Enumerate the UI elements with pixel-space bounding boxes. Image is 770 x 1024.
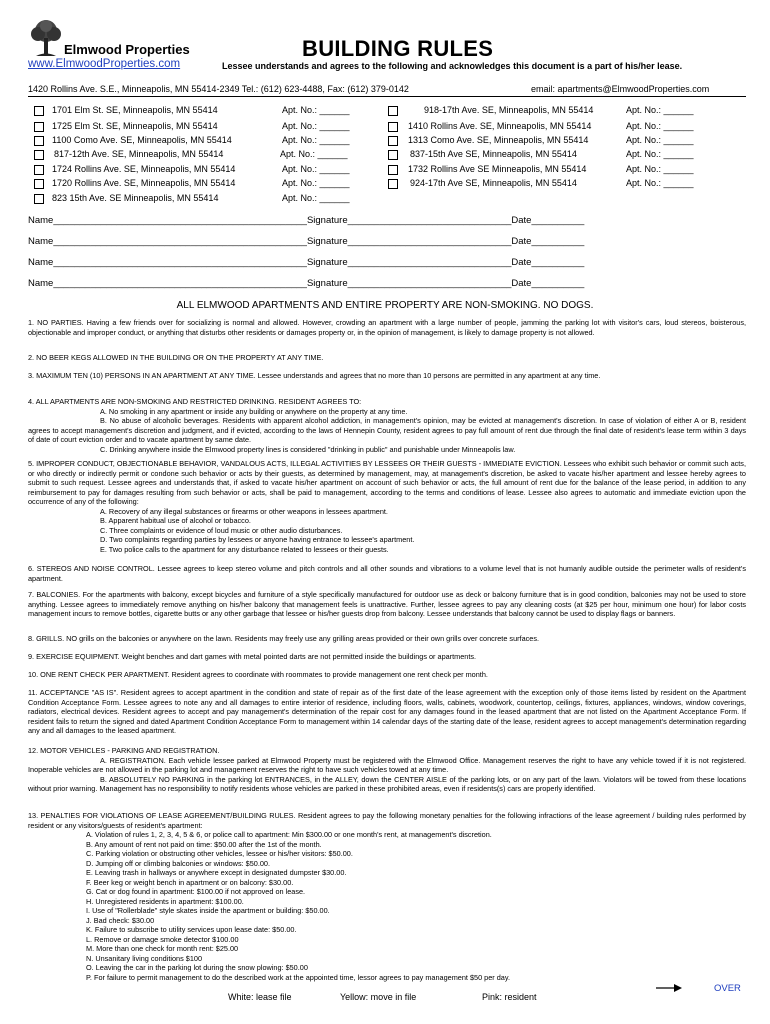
- penalty-list: [28, 830, 746, 982]
- rule-10: [28, 670, 746, 680]
- copy-distribution-white: White: lease file: [228, 992, 292, 1002]
- rule-subitem: B. ABSOLUTELY NO PARKING in the parking lot ENTRANCES, in the ALLEY, down the CENTER AISLE of the parking lots, or on any part of the lawn. Violators will be towed from these locations without prior warning. Management has no responsibility to notify residents whose vehicles are parked in these prohibited areas, even if residents(s) cars are properly identified.: [28, 774, 746, 793]
- penalty-item: O. Leaving the car in the parking lot during the snow plowing: $50.00: [86, 963, 308, 972]
- penalty-item: G. Cat or dog found in apartment: $100.00 if not approved on lease.: [86, 887, 306, 896]
- apt-number-field[interactable]: Apt. No.: ______: [282, 135, 350, 145]
- rule-5: [28, 459, 746, 554]
- rule-11: [28, 688, 746, 736]
- address-label: 1100 Como Ave. SE, Minneapolis, MN 55414: [52, 135, 232, 145]
- copy-distribution-yellow: Yellow: move in file: [340, 992, 417, 1002]
- office-email[interactable]: email: apartments@ElmwoodProperties.com: [531, 84, 710, 94]
- company-website-link[interactable]: www.ElmwoodProperties.com: [28, 58, 181, 70]
- rule-text: 6. STEREOS AND NOISE CONTROL. Lessee agrees to keep stereo volume and pitch controls and all other sounds and vibrations to a volume level that is not humanly audible outside the perimeter walls of resident's apartment.: [28, 564, 746, 583]
- penalty-item: P. For failure to permit management to do the described work at the appointed time, lessor agrees to pay management $50 per day.: [86, 972, 510, 982]
- apt-number-field[interactable]: Apt. No.: ______: [282, 121, 350, 131]
- checkbox-icon[interactable]: [388, 165, 398, 175]
- checkbox-icon[interactable]: [388, 150, 398, 160]
- address-label: 1410 Rollins Ave. SE, Minneapolis, MN 55414: [408, 121, 592, 131]
- rule-13: [28, 811, 746, 982]
- checkbox-icon[interactable]: [388, 179, 398, 189]
- rule-subitem: B. No abuse of alcoholic beverages. Residents with apparent alcohol addiction, in management's opinion, may be evicted at management's discretion. In case of violation of either A or B, resident agrees to accept management's discretion and judgment, and if evicted, according to the laws of Hennepin County, resident agrees to pay full amount of rent due through the final date of resident's lease term within 3 days of date of court eviction order and to vacate apartment by same date.: [28, 416, 746, 444]
- non-smoking-notice: ALL ELMWOOD APARTMENTS AND ENTIRE PROPERTY ARE NON-SMOKING. NO DOGS.: [176, 300, 594, 311]
- penalty-item: H. Unregistered residents in apartment: $100.00.: [86, 896, 244, 906]
- address-label: 918-17th Ave. SE, Minneapolis, MN 55414: [424, 105, 594, 115]
- rule-2: [28, 353, 746, 363]
- checkbox-icon[interactable]: [388, 136, 398, 146]
- apt-number-field[interactable]: Apt. No.: ______: [626, 178, 694, 188]
- rule-subitem: A. No smoking in any apartment or inside any building or anywhere on the property at any time.: [100, 406, 408, 416]
- address-label: 817-12th Ave. SE, Minneapolis, MN 55414: [54, 149, 224, 159]
- rule-text: 13. PENALTIES FOR VIOLATIONS OF LEASE AGREEMENT/BUILDING RULES. Resident agrees to pay the following monetary penalties for the following infractions of the lease agreement / building rules performed by resident or any visitors/guests of resident's apartment:: [28, 811, 746, 830]
- checkbox-icon[interactable]: [34, 165, 44, 175]
- apt-number-field[interactable]: Apt. No.: ______: [626, 149, 694, 159]
- rule-text: 8. GRILLS. NO grills on the balconies or anywhere on the lawn. Residents may freely use any grilling areas provided or their own grills over concrete surfaces.: [28, 634, 540, 643]
- penalty-item: K. Failure to subscribe to utility services upon lease date: $50.00.: [86, 925, 297, 934]
- office-address: 1420 Rollins Ave. S.E., Minneapolis, MN 55414-2349 Tel.: (612) 623-4488, Fax: (612) 379-0142: [28, 84, 409, 94]
- address-label: 823 15th Ave. SE Minneapolis, MN 55414: [52, 193, 219, 203]
- checkbox-icon[interactable]: [34, 106, 44, 116]
- checkbox-icon[interactable]: [34, 150, 44, 160]
- page-title: BUILDING RULES: [302, 36, 494, 61]
- apt-number-field[interactable]: Apt. No.: ______: [282, 178, 350, 188]
- checkbox-icon[interactable]: [34, 136, 44, 146]
- rule-subitem: D. Two complaints regarding parties by lessees or anyone having entrance to lessee's apartment.: [100, 535, 415, 544]
- rule-8: [28, 634, 746, 644]
- address-label: 924-17th Ave SE, Minneapolis, MN 55414: [410, 178, 577, 188]
- signature-line[interactable]: Name________________________________________________Signature_______________________________Date__________: [28, 215, 585, 226]
- rule-9: [28, 652, 746, 662]
- rule-4: [28, 397, 746, 454]
- rule-subitem: C. Three complaints or evidence of loud music or other audio disturbances.: [100, 525, 343, 535]
- checkbox-icon[interactable]: [34, 194, 44, 204]
- rule-text: 10. ONE RENT CHECK PER APARTMENT. Resident agrees to coordinate with roommates to provide management one rent check per month.: [28, 670, 488, 679]
- checkbox-icon[interactable]: [388, 122, 398, 132]
- rule-subitem: E. Two police calls to the apartment for any disturbance related to lessees or their guests.: [100, 544, 389, 554]
- address-label: 1725 Elm St. SE, Minneapolis, MN 55414: [52, 121, 218, 131]
- rule-subitem: C. Drinking anywhere inside the Elmwood property lines is considered "drinking in public" and punishable under Minneapolis law.: [100, 444, 516, 454]
- penalty-item: A. Violation of rules 1, 2, 3, 4, 5 & 6, or police call to apartment: Min $300.00 or one month's rent, at management's discretion.: [86, 830, 492, 839]
- penalty-item: I. Use of "Rollerblade" style skates inside the apartment or building: $50.00.: [86, 906, 330, 915]
- tree-logo-icon: [28, 18, 64, 58]
- penalty-item: M. More than one check for month rent: $25.00: [86, 944, 239, 953]
- rule-text: 3. MAXIMUM TEN (10) PERSONS IN AN APARTMENT AT ANY TIME. Lessee understands and agrees that no more than 10 persons are permitted in any apartment at any time.: [28, 371, 601, 380]
- arrow-right-icon: [656, 983, 682, 993]
- rule-text: 9. EXERCISE EQUIPMENT. Weight benches and dart games with metal pointed darts are not permitted inside the buildings or apartments.: [28, 652, 477, 661]
- penalty-item: F. Beer keg or weight bench in apartment or on balcony: $30.00.: [86, 877, 294, 887]
- rule-subitem: A. Recovery of any illegal substances or firearms or other weapons in lessees apartment.: [100, 506, 388, 516]
- signature-line[interactable]: Name________________________________________________Signature_______________________________Date__________: [28, 278, 585, 289]
- apt-number-field[interactable]: Apt. No.: ______: [626, 135, 694, 145]
- rule-6: [28, 564, 746, 583]
- penalty-item: L. Remove or damage smoke detector $100.00: [86, 934, 239, 944]
- apt-number-field[interactable]: Apt. No.: ______: [282, 105, 350, 115]
- checkbox-icon[interactable]: [34, 122, 44, 132]
- rule-3: [28, 371, 746, 381]
- rule-text: 7. BALCONIES. For the apartments with balcony, except bicycles and furniture of a style specifically manufactured for outdoor use as deck or balcony furniture that is in good condition, balconies may not be used to store anything. Lessee agrees to immediately remove anything on his/her balcony that management feels is unattractive. Further, lessee agrees to pay any cleaning costs (at $25 per hour, minimum one hour) for labor costs management incurs to remove bottles, cigarette butts or any other garbage that lessee or his/her guests drop from balcony. Lessee understands that balcony cannot be used to display flags or banners.: [28, 590, 746, 618]
- rule-1: [28, 318, 746, 337]
- address-label: 1313 Como Ave. SE, Minneapolis, MN 55414: [408, 135, 589, 145]
- rule-12: [28, 746, 746, 794]
- checkbox-icon[interactable]: [388, 106, 398, 116]
- acknowledgement-text: Lessee understands and agrees to the following and acknowledges this document is a part of his/her lease.: [222, 61, 683, 71]
- penalty-item: B. Any amount of rent not paid on time: $50.00 after the 1st of the month.: [86, 839, 322, 849]
- rule-text: 11. ACCEPTANCE "AS IS". Resident agrees to accept apartment in the condition and state of repair as of the first date of the lease agreement with the exception only of those items listed by resident on the Apartment Condition Acceptance Form. Lessee agrees to note any and all damages to entire interior of residence, including floors, walls, cabinets, woodwork, countertop, ceilings, fixtures, appliances, windows, window coverings, radiators, electrical devices. Resident agrees to accept and pay management's determination of the repair cost for any damages found in the leased apartment that are not listed on the Apartment Acceptance Form. If resident fails to return the signed and dated Apartment Condition Acceptance Form to management within 14 calendar days of the starting date of the lease, resident agrees to accept management's determination regarding any and all damages to the leased apartment.: [28, 688, 746, 735]
- copy-distribution-pink: Pink: resident: [482, 992, 537, 1002]
- penalty-item: D. Jumping off or climbing balconies or windows: $50.00.: [86, 858, 271, 868]
- address-label: 1701 Elm St. SE, Minneapolis, MN 55414: [52, 105, 218, 115]
- rule-text: 2. NO BEER KEGS ALLOWED IN THE BUILDING OR ON THE PROPERTY AT ANY TIME.: [28, 353, 324, 362]
- address-label: 837-15th Ave SE, Minneapolis, MN 55414: [410, 149, 577, 159]
- rule-text: 1. NO PARTIES. Having a few friends over for socializing is normal and allowed. However, crowding an apartment with a large number of people, jamming the parking lot with visitor's cars, loud stereos, boisterous, objectionable and improper conduct, or anything that disturbs other residents or damages property or, in the opinion of management, is likely to damage property is not allowed.: [28, 318, 746, 337]
- address-label: 1732 Rollins Ave SE Minneapolis, MN 55414: [408, 164, 587, 174]
- rule-subitem: B. Apparent habitual use of alcohol or tobacco.: [100, 516, 251, 525]
- penalty-item: C. Parking violation or obstructing other vehicles, lessee or his/her visitors: $50.00.: [86, 849, 353, 858]
- rule-subitem: A. REGISTRATION. Each vehicle lessee parked at Elmwood Property must be registered with the Elmwood Office. Management reserves the right to have any vehicle towed if it is not registered. Inoperable vehicles are not allowed in the parking lot and management reserves the right to have such vehicles towed at any time.: [28, 755, 746, 774]
- rule-7: [28, 590, 746, 619]
- checkbox-icon[interactable]: [34, 179, 44, 189]
- apt-number-field[interactable]: Apt. No.: ______: [280, 149, 348, 159]
- company-name: Elmwood Properties: [64, 42, 190, 57]
- header-divider: [28, 96, 746, 97]
- apt-number-field[interactable]: Apt. No.: ______: [282, 193, 350, 203]
- rule-text: 5. IMPROPER CONDUCT, OBJECTIONABLE BEHAVIOR, VANDALOUS ACTS, ILLEGAL ACTIVITIES BY LESSEES OR THEIR GUESTS - IMMEDIATE EVICTION. Lessees who exhibit such behavior or commit such acts, or who directly or indirectly permit or condone such behavior or acts by their guests, as determined by management, may, at management's discretion, be asked to vacate his/her apartment and lessee hereby agrees to submit to such request. Lessee agrees and understands that, if asked to vacate his/her apartment on account of such behavior or acts, the full amount of rent due for the balance of the lease period, in addition to any reimbursement to pay for damages resulting from such behavior or acts, shall be paid to management, according to the terms and conditions of lease. Lessee also agrees to automatic and immediate eviction upon the occurrence of any of the following:: [28, 459, 746, 506]
- address-label: 1724 Rollins Ave. SE, Minneapolis, MN 55414: [52, 164, 236, 174]
- signature-line[interactable]: Name________________________________________________Signature_______________________________Date__________: [28, 236, 585, 247]
- signature-line[interactable]: Name________________________________________________Signature_______________________________Date__________: [28, 257, 585, 268]
- apt-number-field[interactable]: Apt. No.: ______: [626, 121, 694, 131]
- over-page-link[interactable]: OVER: [714, 983, 741, 994]
- apt-number-field[interactable]: Apt. No.: ______: [626, 164, 694, 174]
- penalty-item: E. Leaving trash in hallways or anywhere except in designated dumpster $30.00.: [86, 868, 347, 877]
- penalty-item: N. Unsanitary living conditions $100: [86, 953, 203, 963]
- rule-heading: 12. MOTOR VEHICLES - PARKING AND REGISTRATION.: [28, 746, 220, 755]
- rule-heading: 4. ALL APARTMENTS ARE NON-SMOKING AND RESTRICTED DRINKING. RESIDENT AGREES TO:: [28, 397, 362, 406]
- penalty-item: J. Bad check: $30.00: [86, 915, 155, 925]
- apt-number-field[interactable]: Apt. No.: ______: [282, 164, 350, 174]
- address-label: 1720 Rollins Ave. SE, Minneapolis, MN 55414: [52, 178, 236, 188]
- apt-number-field[interactable]: Apt. No.: ______: [626, 105, 694, 115]
